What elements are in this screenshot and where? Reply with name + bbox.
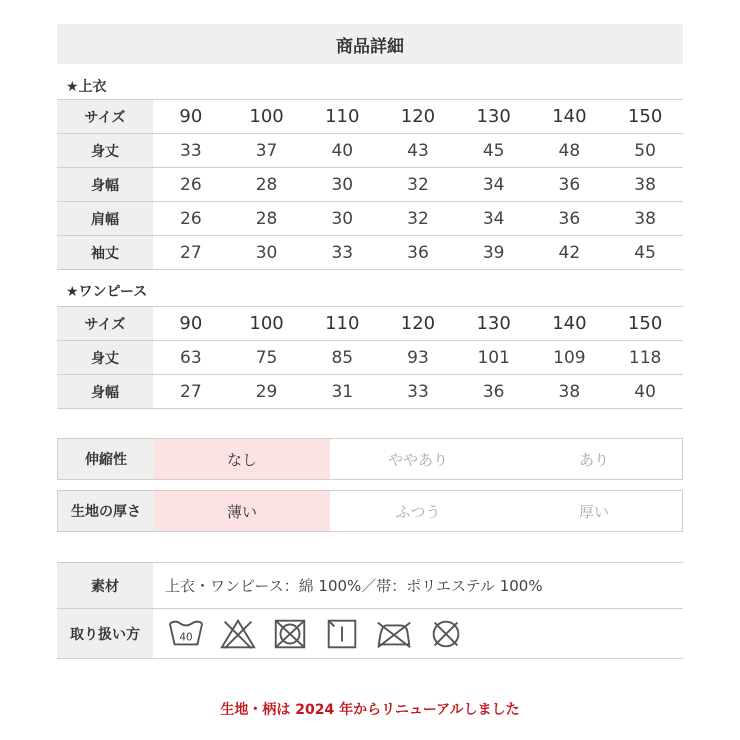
size-header-cell: 120 bbox=[380, 307, 456, 341]
table-cell: 43 bbox=[380, 134, 456, 168]
size-header-cell: 120 bbox=[380, 100, 456, 134]
table-cell: 30 bbox=[304, 168, 380, 202]
table-cell: 34 bbox=[456, 202, 532, 236]
table-cell: 38 bbox=[607, 168, 683, 202]
table-cell: 32 bbox=[380, 202, 456, 236]
section-title-top: ★上衣 bbox=[66, 79, 107, 95]
no-bleach-icon bbox=[219, 617, 257, 651]
row-label: 身幅 bbox=[57, 168, 153, 202]
size-header-row bbox=[57, 307, 683, 341]
table-row bbox=[57, 134, 683, 168]
stretch-option-some: ややあり bbox=[387, 450, 448, 469]
wash-40-icon bbox=[167, 617, 205, 651]
no-dry-clean-icon bbox=[427, 617, 465, 651]
table-cell: 27 bbox=[153, 375, 229, 409]
size-header-cell: 130 bbox=[456, 100, 532, 134]
low-iron-icon bbox=[375, 617, 413, 651]
table-cell: 36 bbox=[532, 168, 608, 202]
table-cell: 29 bbox=[229, 375, 305, 409]
section-title-onepiece: ★ワンピース bbox=[66, 284, 148, 300]
table-cell: 39 bbox=[456, 236, 532, 270]
thickness-option-thick: 厚い bbox=[578, 502, 609, 521]
table-cell: 30 bbox=[304, 202, 380, 236]
table-cell: 45 bbox=[607, 236, 683, 270]
row-label: 身幅 bbox=[57, 375, 153, 409]
table-cell: 36 bbox=[532, 202, 608, 236]
table-cell: 34 bbox=[456, 168, 532, 202]
stretch-label: 伸縮性 bbox=[58, 439, 154, 479]
size-header-cell: 100 bbox=[229, 100, 305, 134]
table-cell: 93 bbox=[380, 341, 456, 375]
row-label: 身丈 bbox=[57, 134, 153, 168]
size-header-cell: 140 bbox=[532, 100, 608, 134]
table-cell: 33 bbox=[380, 375, 456, 409]
table-cell: 36 bbox=[456, 375, 532, 409]
table-cell: 31 bbox=[304, 375, 380, 409]
renewal-notice: 生地・柄は 2024 年からリニューアルしました bbox=[220, 702, 520, 718]
svg-text:40: 40 bbox=[179, 631, 193, 644]
size-table-onepiece bbox=[57, 306, 683, 409]
care-label: 取り扱い方 bbox=[57, 609, 153, 659]
thickness-option-normal: ふつう bbox=[395, 502, 441, 521]
table-cell: 36 bbox=[380, 236, 456, 270]
table-cell: 118 bbox=[607, 341, 683, 375]
size-header-label: サイズ bbox=[57, 100, 153, 134]
line-dry-icon bbox=[323, 617, 361, 651]
table-cell: 37 bbox=[229, 134, 305, 168]
table-row bbox=[57, 341, 683, 375]
size-table-top bbox=[57, 99, 683, 270]
table-cell: 32 bbox=[380, 168, 456, 202]
row-label: 袖丈 bbox=[57, 236, 153, 270]
size-header-label: サイズ bbox=[57, 307, 153, 341]
table-cell: 48 bbox=[532, 134, 608, 168]
table-cell: 109 bbox=[532, 341, 608, 375]
material-value: 上衣・ワンピース：綿 100%／帯：ポリエステル 100% bbox=[153, 563, 683, 609]
size-header-cell: 90 bbox=[153, 100, 229, 134]
table-cell: 45 bbox=[456, 134, 532, 168]
table-cell: 38 bbox=[607, 202, 683, 236]
size-header-cell: 150 bbox=[607, 307, 683, 341]
stretch-option-yes: あり bbox=[578, 450, 609, 469]
row-label: 肩幅 bbox=[57, 202, 153, 236]
stretch-scale bbox=[57, 438, 683, 480]
table-cell: 85 bbox=[304, 341, 380, 375]
table-cell: 30 bbox=[229, 236, 305, 270]
size-header-cell: 110 bbox=[304, 307, 380, 341]
table-cell: 50 bbox=[607, 134, 683, 168]
table-cell: 28 bbox=[229, 168, 305, 202]
table-cell: 33 bbox=[304, 236, 380, 270]
stretch-option-none: なし bbox=[154, 439, 330, 479]
table-cell: 40 bbox=[607, 375, 683, 409]
table-cell: 75 bbox=[229, 341, 305, 375]
table-cell: 101 bbox=[456, 341, 532, 375]
material-care-table bbox=[57, 562, 683, 659]
no-tumble-dry-icon bbox=[271, 617, 309, 651]
size-header-cell: 90 bbox=[153, 307, 229, 341]
table-cell: 33 bbox=[153, 134, 229, 168]
table-cell: 27 bbox=[153, 236, 229, 270]
size-header-cell: 150 bbox=[607, 100, 683, 134]
material-label: 素材 bbox=[57, 563, 153, 609]
table-row bbox=[57, 375, 683, 409]
table-cell: 26 bbox=[153, 168, 229, 202]
thickness-label: 生地の厚さ bbox=[58, 491, 154, 531]
table-cell: 38 bbox=[532, 375, 608, 409]
size-header-cell: 110 bbox=[304, 100, 380, 134]
table-cell: 28 bbox=[229, 202, 305, 236]
thickness-scale bbox=[57, 490, 683, 532]
table-row bbox=[57, 202, 683, 236]
table-row bbox=[57, 168, 683, 202]
care-icons bbox=[153, 617, 683, 651]
table-cell: 63 bbox=[153, 341, 229, 375]
size-header-cell: 100 bbox=[229, 307, 305, 341]
size-header-cell: 130 bbox=[456, 307, 532, 341]
size-header-cell: 140 bbox=[532, 307, 608, 341]
table-row bbox=[57, 236, 683, 270]
table-cell: 26 bbox=[153, 202, 229, 236]
row-label: 身丈 bbox=[57, 341, 153, 375]
thickness-option-thin: 薄い bbox=[154, 491, 330, 531]
table-cell: 42 bbox=[532, 236, 608, 270]
table-cell: 40 bbox=[304, 134, 380, 168]
page-title: 商品詳細 bbox=[57, 24, 683, 64]
size-header-row bbox=[57, 100, 683, 134]
